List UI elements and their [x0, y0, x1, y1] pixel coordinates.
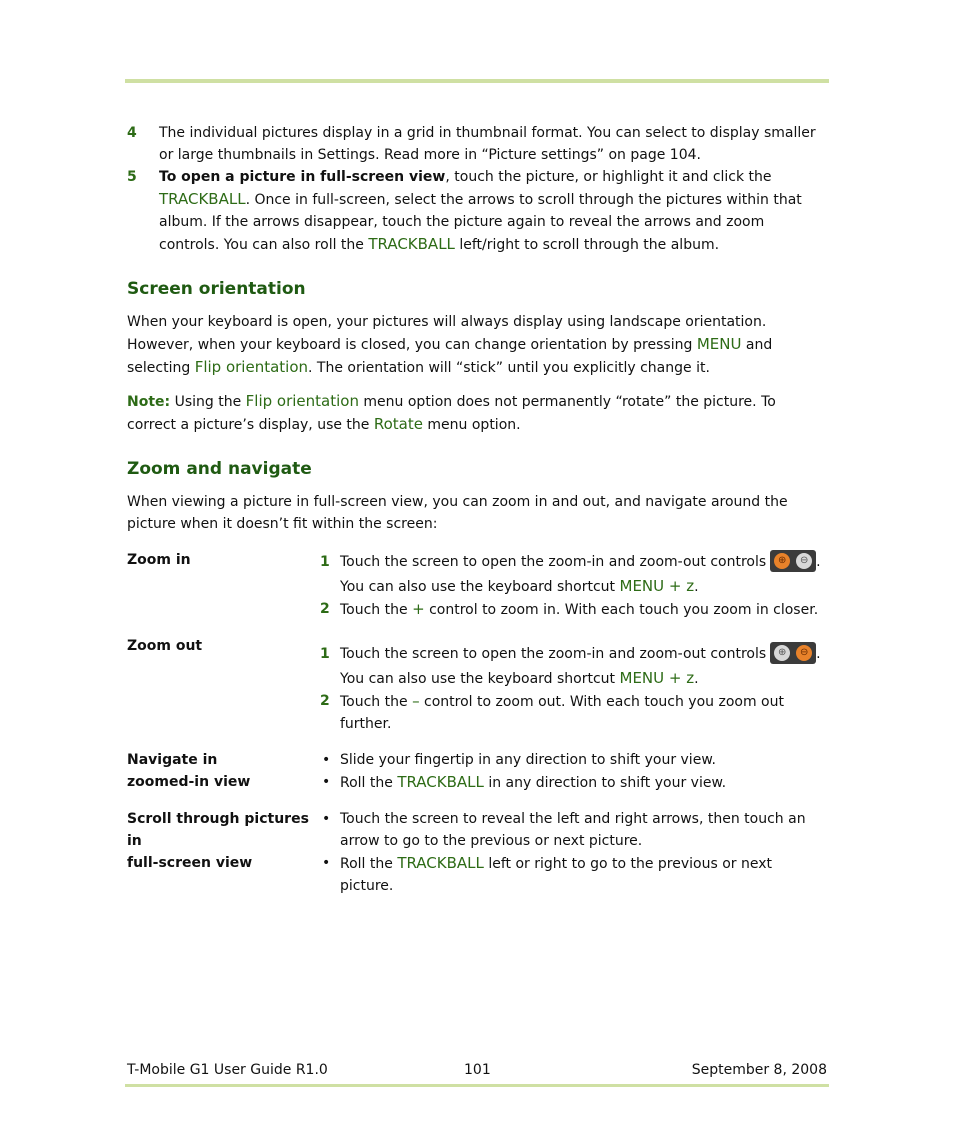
- flip-orientation-keyword: Flip orientation: [245, 392, 359, 410]
- step-text: The individual pictures display in a grid in thumbnail format. You can select to display smaller or large thumbnails in Settings. Read more in “Picture settings” on page 104.: [159, 125, 816, 163]
- zoom-out-step-1-shortcut: [320, 667, 827, 690]
- term-line: full-screen view: [127, 855, 253, 871]
- zoom-in-step-1-shortcut: [320, 575, 827, 598]
- navigate-row: [127, 749, 827, 808]
- bullet: •: [322, 752, 331, 768]
- plus-keyword: +: [412, 600, 425, 618]
- text: in any direction to shift your view.: [483, 775, 727, 791]
- zoom-in-icon: ⊕: [774, 645, 790, 661]
- text: You can also use the keyboard shortcut: [340, 671, 620, 687]
- text: menu option does not permanently “rotate” the picture. To correct a picture’s display, use the: [127, 394, 776, 433]
- term-zoom-in: Zoom in: [127, 552, 191, 568]
- navigate-description: [320, 749, 827, 808]
- step-text: left/right to scroll through the album.: [454, 237, 720, 253]
- step-number: 1: [320, 554, 330, 570]
- term-line: zoomed-in view: [127, 774, 251, 790]
- step-text: Touch the screen to open the zoom-in and zoom-out controls: [340, 646, 767, 662]
- note-label: Note:: [127, 394, 171, 410]
- text: left or right to go to the previous or next picture.: [340, 856, 773, 894]
- text: . The orientation will “stick” until you explicitly change it.: [308, 360, 710, 376]
- trackball-keyword: TRACKBALL: [368, 235, 455, 253]
- footer-guide-title: T-Mobile G1 User Guide R1.0: [127, 1062, 328, 1078]
- term-navigate: [127, 749, 320, 808]
- text: menu option.: [422, 417, 521, 433]
- orientation-paragraph: [127, 311, 827, 379]
- step-text: Touch the screen to open the zoom-in and zoom-out controls: [340, 554, 767, 570]
- zoom-out-row: [127, 635, 827, 749]
- term-line: Scroll through pictures in: [127, 811, 309, 849]
- zoom-intro: When viewing a picture in full-screen view, you can zoom in and out, and navigate around the picture when it doesn’t fit within the screen:: [127, 494, 788, 532]
- scroll-bullet-2: [320, 852, 827, 897]
- step-5: [127, 166, 827, 256]
- text: Roll the: [340, 775, 398, 791]
- bullet: •: [322, 855, 331, 871]
- step-number: 5: [127, 169, 137, 185]
- text: When your keyboard is open, your pictures will always display using landscape orientation. However, when your keyboard is closed, you can change orientation by pressing: [127, 314, 767, 353]
- text: control to zoom out. With each touch you zoom out further.: [340, 694, 784, 732]
- zoom-navigate-table: [127, 549, 827, 897]
- step-number: 2: [320, 601, 330, 617]
- scroll-row: [127, 808, 827, 897]
- text: Slide your fingertip in any direction to shift your view.: [340, 752, 716, 768]
- zoom-out-icon: ⊖: [796, 645, 812, 661]
- text: Roll the: [340, 856, 398, 872]
- zoom-controls-icon: [770, 642, 816, 664]
- zoom-in-row: [127, 549, 827, 635]
- term-scroll: [127, 808, 320, 897]
- navigate-bullet-2: [320, 771, 827, 794]
- zoom-in-step-2: [320, 598, 827, 621]
- zoom-out-description: [320, 635, 827, 749]
- step-number: 2: [320, 693, 330, 709]
- footer-date: September 8, 2008: [691, 1062, 827, 1078]
- text: .: [816, 646, 821, 662]
- text: .: [694, 671, 699, 687]
- menu-z-keyword: MENU + z: [619, 669, 695, 687]
- header-rule: [125, 79, 829, 83]
- zoom-out-icon: ⊖: [796, 553, 812, 569]
- navigate-bullet-1: [320, 749, 827, 771]
- zoom-in-description: [320, 549, 827, 635]
- page-content: [127, 122, 827, 897]
- zoom-controls-icon: [770, 550, 816, 572]
- zoom-out-step-1: [320, 641, 827, 667]
- text: control to zoom in. With each touch you zoom in closer.: [424, 602, 819, 618]
- trackball-keyword: TRACKBALL: [159, 190, 246, 208]
- footer-page-number: 101: [464, 1062, 491, 1078]
- page-footer: [127, 1062, 827, 1082]
- step-text: . Once in full-screen, select the arrows to scroll through the pictures within that album. If the arrows disappear, touch the picture again to reveal the arrows and zoom controls. You can also roll the: [159, 192, 802, 253]
- scroll-bullet-1: [320, 808, 827, 852]
- text: Using the: [170, 394, 246, 410]
- trackball-keyword: TRACKBALL: [397, 854, 484, 872]
- bullet: •: [322, 774, 331, 790]
- zoom-out-step-2: [320, 690, 827, 735]
- text: Touch the screen to reveal the left and right arrows, then touch an arrow to go to the previous or next picture.: [340, 811, 806, 849]
- trackball-keyword: TRACKBALL: [397, 773, 484, 791]
- text: You can also use the keyboard shortcut: [340, 579, 620, 595]
- menu-z-keyword: MENU + z: [619, 577, 695, 595]
- step-number: 4: [127, 125, 137, 141]
- zoom-in-icon: ⊕: [774, 553, 790, 569]
- scroll-description: [320, 808, 827, 897]
- step-text: , touch the picture, or highlight it and click the: [445, 169, 772, 185]
- minus-keyword: –: [412, 692, 420, 710]
- note-paragraph: [127, 390, 827, 436]
- text: .: [694, 579, 699, 595]
- text: Touch the: [340, 602, 413, 618]
- section-heading-screen-orientation: Screen orientation: [127, 279, 306, 299]
- footer-rule: [125, 1084, 829, 1087]
- text: and selecting: [127, 337, 773, 376]
- text: .: [816, 554, 821, 570]
- menu-keyword: MENU: [696, 335, 742, 353]
- step-bold-text: To open a picture in full-screen view: [159, 169, 446, 185]
- term-line: Navigate in: [127, 752, 218, 768]
- step-4: [127, 122, 827, 166]
- flip-orientation-keyword: Flip orientation: [194, 358, 309, 376]
- rotate-keyword: Rotate: [373, 415, 423, 433]
- section-heading-zoom-navigate: Zoom and navigate: [127, 459, 312, 479]
- text: Touch the: [340, 694, 413, 710]
- zoom-in-step-1: [320, 549, 827, 575]
- term-zoom-out: Zoom out: [127, 638, 203, 654]
- step-number: 1: [320, 646, 330, 662]
- bullet: •: [322, 811, 331, 827]
